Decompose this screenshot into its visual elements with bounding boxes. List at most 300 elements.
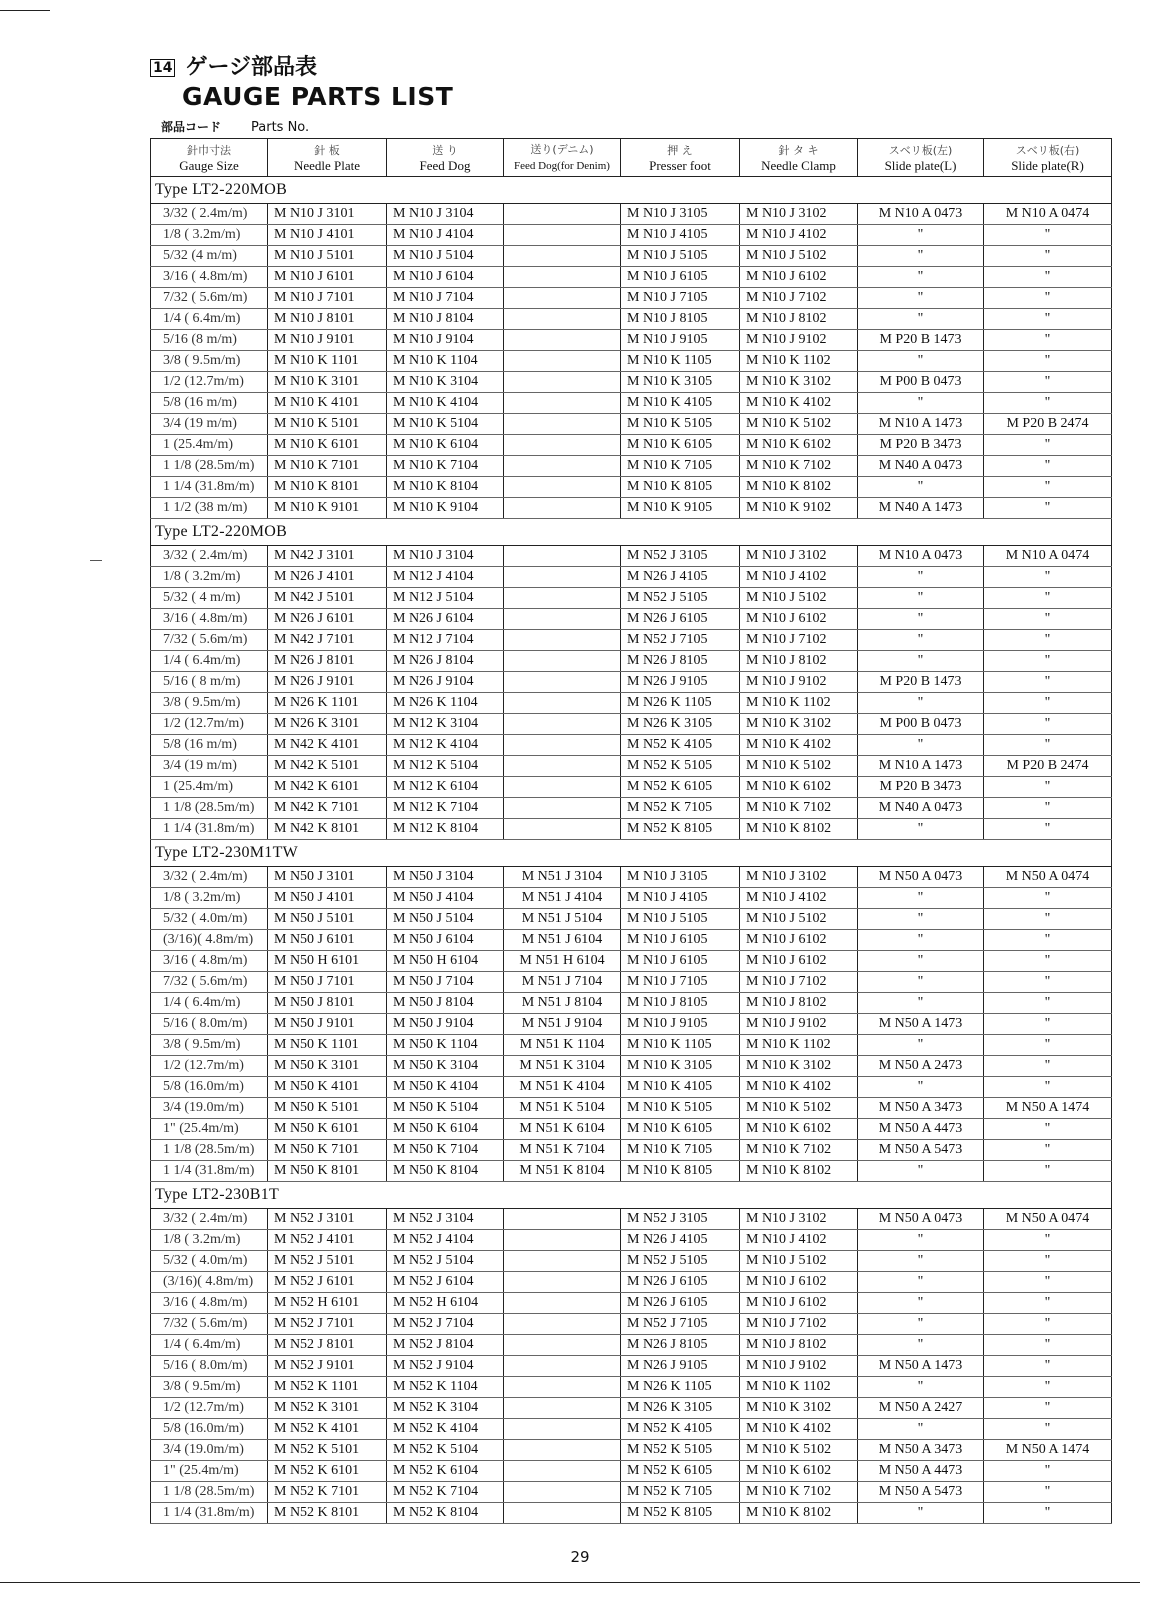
table-row (151, 651, 1112, 672)
needle-clamp-cell: M N10 K 4102 (740, 1077, 858, 1098)
presser-foot-cell: M N52 K 6105 (621, 777, 740, 798)
feed-dog-denim-cell (504, 498, 621, 519)
gauge-size-cell: 1 1/4 (31.8m/m) (151, 819, 268, 840)
gauge-size-cell: (3/16)( 4.8m/m) (151, 930, 268, 951)
slide-plate-l-cell: " (858, 1314, 984, 1335)
feed-dog-denim-cell: M N51 J 7104 (504, 972, 621, 993)
gauge-size-cell: 3/8 ( 9.5m/m) (151, 1377, 268, 1398)
presser-foot-cell: M N10 K 7105 (621, 456, 740, 477)
presser-foot-cell: M N10 K 8105 (621, 477, 740, 498)
slide-plate-l-cell: M N50 A 0473 (858, 1209, 984, 1230)
table-row (151, 819, 1112, 840)
slide-plate-l-cell: " (858, 951, 984, 972)
feed-dog-denim-cell (504, 330, 621, 351)
gauge-size-cell: 3/16 ( 4.8m/m) (151, 951, 268, 972)
gauge-size-cell: 1/4 ( 6.4m/m) (151, 993, 268, 1014)
gauge-size-cell: 7/32 ( 5.6m/m) (151, 1314, 268, 1335)
slide-plate-r-cell: " (984, 1014, 1112, 1035)
gauge-size-cell: 5/16 ( 8 m/m) (151, 672, 268, 693)
needle-plate-cell: M N52 K 7101 (268, 1482, 387, 1503)
needle-clamp-cell: M N10 J 6102 (740, 951, 858, 972)
slide-plate-l-cell: M N50 A 2473 (858, 1056, 984, 1077)
needle-plate-cell: M N52 J 4101 (268, 1230, 387, 1251)
table-row (151, 1377, 1112, 1398)
needle-clamp-cell: M N10 J 5102 (740, 588, 858, 609)
gauge-size-cell: 1/8 ( 3.2m/m) (151, 567, 268, 588)
presser-foot-cell: M N52 J 5105 (621, 588, 740, 609)
feed-dog-denim-cell: M N51 K 4104 (504, 1077, 621, 1098)
page-title (150, 54, 453, 112)
slide-plate-r-cell: " (984, 1482, 1112, 1503)
feed-dog-denim-cell (504, 1335, 621, 1356)
bottom-margin-rule (0, 1582, 1140, 1583)
slide-plate-r-cell: " (984, 567, 1112, 588)
slide-plate-l-cell: M N10 A 1473 (858, 414, 984, 435)
gauge-size-cell: 5/8 (16.0m/m) (151, 1077, 268, 1098)
feed-dog-cell: M N10 J 5104 (387, 246, 504, 267)
slide-plate-r-cell: " (984, 951, 1112, 972)
needle-plate-cell: M N52 J 3101 (268, 1209, 387, 1230)
table-row (151, 267, 1112, 288)
feed-dog-cell: M N10 K 7104 (387, 456, 504, 477)
slide-plate-r-cell: " (984, 246, 1112, 267)
presser-foot-cell: M N26 K 3105 (621, 714, 740, 735)
gauge-size-cell: 1/2 (12.7m/m) (151, 372, 268, 393)
feed-dog-cell: M N10 K 3104 (387, 372, 504, 393)
col-header-feed-dog: 送 り Feed Dog (387, 139, 504, 177)
slide-plate-r-cell: M N50 A 1474 (984, 1098, 1112, 1119)
slide-plate-r-cell: " (984, 1230, 1112, 1251)
feed-dog-cell: M N52 K 1104 (387, 1377, 504, 1398)
feed-dog-denim-cell (504, 588, 621, 609)
feed-dog-denim-cell (504, 693, 621, 714)
title-jp-line (150, 54, 453, 82)
needle-plate-cell: M N10 J 9101 (268, 330, 387, 351)
feed-dog-denim-cell (504, 288, 621, 309)
table-row (151, 351, 1112, 372)
needle-plate-cell: M N42 J 3101 (268, 546, 387, 567)
feed-dog-cell: M N50 K 7104 (387, 1140, 504, 1161)
needle-clamp-cell: M N10 J 5102 (740, 909, 858, 930)
gauge-size-cell: 1/2 (12.7m/m) (151, 1056, 268, 1077)
slide-plate-r-cell: " (984, 909, 1112, 930)
presser-foot-cell: M N10 K 5105 (621, 1098, 740, 1119)
gauge-size-cell: 7/32 ( 5.6m/m) (151, 972, 268, 993)
slide-plate-l-cell: M N50 A 5473 (858, 1140, 984, 1161)
needle-clamp-cell: M N10 J 8102 (740, 1335, 858, 1356)
needle-clamp-cell: M N10 J 5102 (740, 1251, 858, 1272)
needle-clamp-cell: M N10 K 1102 (740, 1035, 858, 1056)
gauge-size-cell: 3/32 ( 2.4m/m) (151, 546, 268, 567)
gauge-size-cell: 3/4 (19 m/m) (151, 756, 268, 777)
presser-foot-cell: M N10 K 9105 (621, 498, 740, 519)
gauge-size-cell: 5/32 (4 m/m) (151, 246, 268, 267)
slide-plate-r-cell: M N10 A 0474 (984, 546, 1112, 567)
feed-dog-denim-cell: M N51 K 6104 (504, 1119, 621, 1140)
slide-plate-l-cell: M P00 B 0473 (858, 372, 984, 393)
slide-plate-r-cell: " (984, 630, 1112, 651)
feed-dog-cell: M N52 H 6104 (387, 1293, 504, 1314)
slide-plate-r-cell: " (984, 1251, 1112, 1272)
feed-dog-cell: M N10 J 8104 (387, 309, 504, 330)
slide-plate-l-cell: " (858, 909, 984, 930)
gauge-size-cell: 1 1/8 (28.5m/m) (151, 1140, 268, 1161)
feed-dog-denim-cell (504, 393, 621, 414)
slide-plate-l-cell: " (858, 393, 984, 414)
slide-plate-r-cell: " (984, 1119, 1112, 1140)
feed-dog-denim-cell (504, 714, 621, 735)
needle-clamp-cell: M N10 K 3102 (740, 372, 858, 393)
presser-foot-cell: M N10 J 3105 (621, 204, 740, 225)
gauge-size-cell: 1/8 ( 3.2m/m) (151, 1230, 268, 1251)
slide-plate-l-cell: " (858, 1335, 984, 1356)
slide-plate-r-cell: " (984, 993, 1112, 1014)
feed-dog-cell: M N50 J 6104 (387, 930, 504, 951)
needle-clamp-cell: M N10 J 9102 (740, 1014, 858, 1035)
presser-foot-cell: M N52 K 4105 (621, 1419, 740, 1440)
needle-clamp-cell: M N10 K 7102 (740, 1482, 858, 1503)
presser-foot-cell: M N26 J 4105 (621, 567, 740, 588)
table-row (151, 1356, 1112, 1377)
feed-dog-denim-cell (504, 267, 621, 288)
presser-foot-cell: M N26 K 3105 (621, 1398, 740, 1419)
feed-dog-cell: M N10 K 4104 (387, 393, 504, 414)
feed-dog-denim-cell (504, 372, 621, 393)
table-row (151, 372, 1112, 393)
presser-foot-cell: M N10 K 6105 (621, 1119, 740, 1140)
slide-plate-l-cell: M N50 A 4473 (858, 1461, 984, 1482)
col-header-slide-plate-l: スベリ板(左) Slide plate(L) (858, 139, 984, 177)
needle-plate-cell: M N26 J 4101 (268, 567, 387, 588)
section-type-row (151, 519, 1112, 546)
needle-clamp-cell: M N10 K 4102 (740, 735, 858, 756)
feed-dog-cell: M N52 J 3104 (387, 1209, 504, 1230)
needle-plate-cell: M N10 K 6101 (268, 435, 387, 456)
gauge-size-cell: 1/2 (12.7m/m) (151, 714, 268, 735)
slide-plate-l-cell: " (858, 1035, 984, 1056)
slide-plate-r-cell: " (984, 1377, 1112, 1398)
slide-plate-r-cell: " (984, 1503, 1112, 1524)
feed-dog-denim-cell: M N51 K 5104 (504, 1098, 621, 1119)
needle-plate-cell: M N52 J 6101 (268, 1272, 387, 1293)
needle-clamp-cell: M N10 J 8102 (740, 993, 858, 1014)
gauge-size-cell: 3/8 ( 9.5m/m) (151, 1035, 268, 1056)
feed-dog-cell: M N50 K 6104 (387, 1119, 504, 1140)
table-row (151, 456, 1112, 477)
slide-plate-l-cell: " (858, 1077, 984, 1098)
slide-plate-r-cell: " (984, 714, 1112, 735)
needle-plate-cell: M N26 J 6101 (268, 609, 387, 630)
table-row (151, 1398, 1112, 1419)
presser-foot-cell: M N10 K 5105 (621, 414, 740, 435)
slide-plate-l-cell: M N10 A 0473 (858, 204, 984, 225)
slide-plate-r-cell: " (984, 888, 1112, 909)
gauge-size-cell: 5/16 ( 8.0m/m) (151, 1014, 268, 1035)
presser-foot-cell: M N10 J 5105 (621, 246, 740, 267)
slide-plate-l-cell: M N10 A 0473 (858, 546, 984, 567)
gauge-size-cell: 3/32 ( 2.4m/m) (151, 204, 268, 225)
needle-clamp-cell: M N10 K 4102 (740, 1419, 858, 1440)
slide-plate-r-cell: " (984, 267, 1112, 288)
table-row (151, 1161, 1112, 1182)
gauge-size-cell: 3/8 ( 9.5m/m) (151, 351, 268, 372)
gauge-size-cell: 1 1/4 (31.8m/m) (151, 1161, 268, 1182)
slide-plate-r-cell: " (984, 351, 1112, 372)
needle-plate-cell: M N50 K 5101 (268, 1098, 387, 1119)
needle-plate-cell: M N52 K 4101 (268, 1419, 387, 1440)
table-row (151, 1314, 1112, 1335)
table-row (151, 630, 1112, 651)
needle-clamp-cell: M N10 J 6102 (740, 267, 858, 288)
slide-plate-l-cell: " (858, 246, 984, 267)
feed-dog-cell: M N10 J 6104 (387, 267, 504, 288)
gauge-size-cell: 3/32 ( 2.4m/m) (151, 867, 268, 888)
section-type-row (151, 840, 1112, 867)
feed-dog-cell: M N52 K 3104 (387, 1398, 504, 1419)
needle-plate-cell: M N42 J 7101 (268, 630, 387, 651)
gauge-size-cell: 3/16 ( 4.8m/m) (151, 609, 268, 630)
needle-plate-cell: M N42 J 5101 (268, 588, 387, 609)
needle-clamp-cell: M N10 K 4102 (740, 393, 858, 414)
gauge-size-cell: 3/32 ( 2.4m/m) (151, 1209, 268, 1230)
feed-dog-denim-cell (504, 1314, 621, 1335)
slide-plate-l-cell: " (858, 819, 984, 840)
section-type-label: Type LT2-230M1TW (151, 840, 1112, 867)
slide-plate-r-cell: " (984, 393, 1112, 414)
presser-foot-cell: M N10 J 9105 (621, 1014, 740, 1035)
needle-clamp-cell: M N10 K 1102 (740, 693, 858, 714)
feed-dog-denim-cell (504, 798, 621, 819)
needle-clamp-cell: M N10 J 7102 (740, 1314, 858, 1335)
needle-plate-cell: M N50 J 6101 (268, 930, 387, 951)
feed-dog-cell: M N50 K 5104 (387, 1098, 504, 1119)
slide-plate-l-cell: " (858, 630, 984, 651)
table-row (151, 777, 1112, 798)
slide-plate-l-cell: M N50 A 2427 (858, 1398, 984, 1419)
table-row (151, 1482, 1112, 1503)
needle-plate-cell: M N42 K 8101 (268, 819, 387, 840)
feed-dog-cell: M N50 J 3104 (387, 867, 504, 888)
table-row (151, 867, 1112, 888)
feed-dog-denim-cell (504, 1272, 621, 1293)
slide-plate-l-cell: " (858, 693, 984, 714)
table-header-row (151, 139, 1112, 177)
needle-clamp-cell: M N10 J 7102 (740, 630, 858, 651)
slide-plate-r-cell: " (984, 1461, 1112, 1482)
needle-plate-cell: M N50 J 3101 (268, 867, 387, 888)
needle-clamp-cell: M N10 K 5102 (740, 414, 858, 435)
gauge-size-cell: 1 1/4 (31.8m/m) (151, 477, 268, 498)
table-row (151, 588, 1112, 609)
needle-plate-cell: M N50 J 8101 (268, 993, 387, 1014)
table-row (151, 1014, 1112, 1035)
needle-plate-cell: M N10 J 3101 (268, 204, 387, 225)
feed-dog-cell: M N52 K 4104 (387, 1419, 504, 1440)
presser-foot-cell: M N10 K 6105 (621, 435, 740, 456)
presser-foot-cell: M N26 J 6105 (621, 1293, 740, 1314)
gauge-size-cell: 3/16 ( 4.8m/m) (151, 1293, 268, 1314)
presser-foot-cell: M N10 J 4105 (621, 225, 740, 246)
feed-dog-cell: M N12 J 4104 (387, 567, 504, 588)
gauge-size-cell: 3/16 ( 4.8m/m) (151, 267, 268, 288)
slide-plate-r-cell: " (984, 477, 1112, 498)
feed-dog-denim-cell: M N51 K 7104 (504, 1140, 621, 1161)
needle-plate-cell: M N50 K 6101 (268, 1119, 387, 1140)
slide-plate-l-cell: " (858, 888, 984, 909)
table-row (151, 993, 1112, 1014)
gauge-size-cell: 1" (25.4m/m) (151, 1461, 268, 1482)
table-row (151, 546, 1112, 567)
feed-dog-denim-cell (504, 567, 621, 588)
needle-plate-cell: M N42 K 6101 (268, 777, 387, 798)
feed-dog-cell: M N52 J 6104 (387, 1272, 504, 1293)
gauge-size-cell: 1 1/8 (28.5m/m) (151, 1482, 268, 1503)
slide-plate-l-cell: " (858, 735, 984, 756)
slide-plate-r-cell: " (984, 309, 1112, 330)
presser-foot-cell: M N10 J 5105 (621, 909, 740, 930)
feed-dog-cell: M N50 J 7104 (387, 972, 504, 993)
presser-foot-cell: M N52 K 8105 (621, 819, 740, 840)
presser-foot-cell: M N10 J 3105 (621, 867, 740, 888)
needle-clamp-cell: M N10 J 3102 (740, 546, 858, 567)
presser-foot-cell: M N52 J 3105 (621, 1209, 740, 1230)
presser-foot-cell: M N10 J 9105 (621, 330, 740, 351)
slide-plate-r-cell: " (984, 588, 1112, 609)
needle-plate-cell: M N52 K 1101 (268, 1377, 387, 1398)
gauge-size-cell: 1 (25.4m/m) (151, 435, 268, 456)
col-header-slide-plate-r: スベリ板(右) Slide plate(R) (984, 139, 1112, 177)
presser-foot-cell: M N10 J 6105 (621, 267, 740, 288)
presser-foot-cell: M N26 J 8105 (621, 651, 740, 672)
slide-plate-r-cell: " (984, 1419, 1112, 1440)
needle-plate-cell: M N26 K 1101 (268, 693, 387, 714)
needle-plate-cell: M N42 K 7101 (268, 798, 387, 819)
presser-foot-cell: M N10 K 4105 (621, 1077, 740, 1098)
needle-plate-cell: M N10 J 6101 (268, 267, 387, 288)
needle-clamp-cell: M N10 J 3102 (740, 204, 858, 225)
feed-dog-denim-cell: M N51 K 3104 (504, 1056, 621, 1077)
needle-clamp-cell: M N10 J 8102 (740, 651, 858, 672)
feed-dog-denim-cell (504, 477, 621, 498)
table-row (151, 909, 1112, 930)
section-type-row (151, 177, 1112, 204)
presser-foot-cell: M N26 J 6105 (621, 1272, 740, 1293)
needle-clamp-cell: M N10 K 7102 (740, 1140, 858, 1161)
presser-foot-cell: M N10 J 6105 (621, 951, 740, 972)
feed-dog-denim-cell (504, 777, 621, 798)
slide-plate-r-cell: " (984, 1272, 1112, 1293)
table-row (151, 1440, 1112, 1461)
needle-plate-cell: M N10 J 8101 (268, 309, 387, 330)
slide-plate-l-cell: " (858, 288, 984, 309)
feed-dog-cell: M N52 K 7104 (387, 1482, 504, 1503)
gauge-size-cell: 5/32 ( 4.0m/m) (151, 1251, 268, 1272)
table-row (151, 1461, 1112, 1482)
needle-clamp-cell: M N10 K 5102 (740, 1098, 858, 1119)
presser-foot-cell: M N52 K 4105 (621, 735, 740, 756)
table-row (151, 1503, 1112, 1524)
needle-clamp-cell: M N10 J 6102 (740, 1272, 858, 1293)
slide-plate-l-cell: M N50 A 3473 (858, 1098, 984, 1119)
feed-dog-cell: M N50 J 5104 (387, 909, 504, 930)
needle-clamp-cell: M N10 K 8102 (740, 1503, 858, 1524)
feed-dog-denim-cell (504, 672, 621, 693)
needle-clamp-cell: M N10 J 6102 (740, 609, 858, 630)
table-row (151, 1272, 1112, 1293)
feed-dog-cell: M N10 J 9104 (387, 330, 504, 351)
slide-plate-l-cell: M P00 B 0473 (858, 714, 984, 735)
table-row (151, 1419, 1112, 1440)
gauge-size-cell: 1 (25.4m/m) (151, 777, 268, 798)
section-type-row (151, 1182, 1112, 1209)
needle-clamp-cell: M N10 J 5102 (740, 246, 858, 267)
table-row (151, 330, 1112, 351)
table-row (151, 246, 1112, 267)
table-row (151, 735, 1112, 756)
presser-foot-cell: M N26 K 1105 (621, 1377, 740, 1398)
feed-dog-cell: M N52 J 9104 (387, 1356, 504, 1377)
presser-foot-cell: M N52 K 6105 (621, 1461, 740, 1482)
presser-foot-cell: M N10 J 8105 (621, 309, 740, 330)
feed-dog-denim-cell (504, 1230, 621, 1251)
feed-dog-cell: M N52 J 8104 (387, 1335, 504, 1356)
feed-dog-denim-cell (504, 1356, 621, 1377)
feed-dog-denim-cell (504, 609, 621, 630)
feed-dog-denim-cell (504, 225, 621, 246)
slide-plate-r-cell: " (984, 609, 1112, 630)
table-row (151, 1098, 1112, 1119)
presser-foot-cell: M N52 K 7105 (621, 1482, 740, 1503)
slide-plate-l-cell: " (858, 567, 984, 588)
slide-plate-r-cell: " (984, 1035, 1112, 1056)
needle-plate-cell: M N10 K 5101 (268, 414, 387, 435)
needle-plate-cell: M N50 K 7101 (268, 1140, 387, 1161)
feed-dog-cell: M N26 J 8104 (387, 651, 504, 672)
presser-foot-cell: M N52 K 8105 (621, 1503, 740, 1524)
feed-dog-cell: M N52 K 6104 (387, 1461, 504, 1482)
needle-plate-cell: M N10 K 7101 (268, 456, 387, 477)
presser-foot-cell: M N52 J 5105 (621, 1251, 740, 1272)
slide-plate-r-cell: M P20 B 2474 (984, 414, 1112, 435)
feed-dog-cell: M N12 K 3104 (387, 714, 504, 735)
slide-plate-r-cell: " (984, 1293, 1112, 1314)
needle-plate-cell: M N10 J 7101 (268, 288, 387, 309)
gauge-size-cell: 3/4 (19.0m/m) (151, 1098, 268, 1119)
gauge-size-cell: 3/4 (19 m/m) (151, 414, 268, 435)
feed-dog-denim-cell: M N51 J 4104 (504, 888, 621, 909)
feed-dog-denim-cell (504, 204, 621, 225)
slide-plate-r-cell: " (984, 288, 1112, 309)
parts-code-jp: 部品コード (161, 120, 222, 134)
gauge-size-cell: 1/8 ( 3.2m/m) (151, 888, 268, 909)
table-row (151, 1230, 1112, 1251)
slide-plate-l-cell: " (858, 1230, 984, 1251)
page-number: 29 (570, 1548, 590, 1566)
needle-clamp-cell: M N10 K 5102 (740, 1440, 858, 1461)
gauge-size-cell: 5/32 ( 4 m/m) (151, 588, 268, 609)
feed-dog-denim-cell (504, 1440, 621, 1461)
feed-dog-denim-cell (504, 435, 621, 456)
needle-plate-cell: M N52 J 9101 (268, 1356, 387, 1377)
gauge-size-cell: 5/8 (16 m/m) (151, 393, 268, 414)
slide-plate-l-cell: " (858, 609, 984, 630)
slide-plate-r-cell: " (984, 1077, 1112, 1098)
table-row (151, 498, 1112, 519)
slide-plate-r-cell: " (984, 372, 1112, 393)
slide-plate-r-cell: " (984, 798, 1112, 819)
needle-plate-cell: M N50 H 6101 (268, 951, 387, 972)
presser-foot-cell: M N10 J 6105 (621, 930, 740, 951)
